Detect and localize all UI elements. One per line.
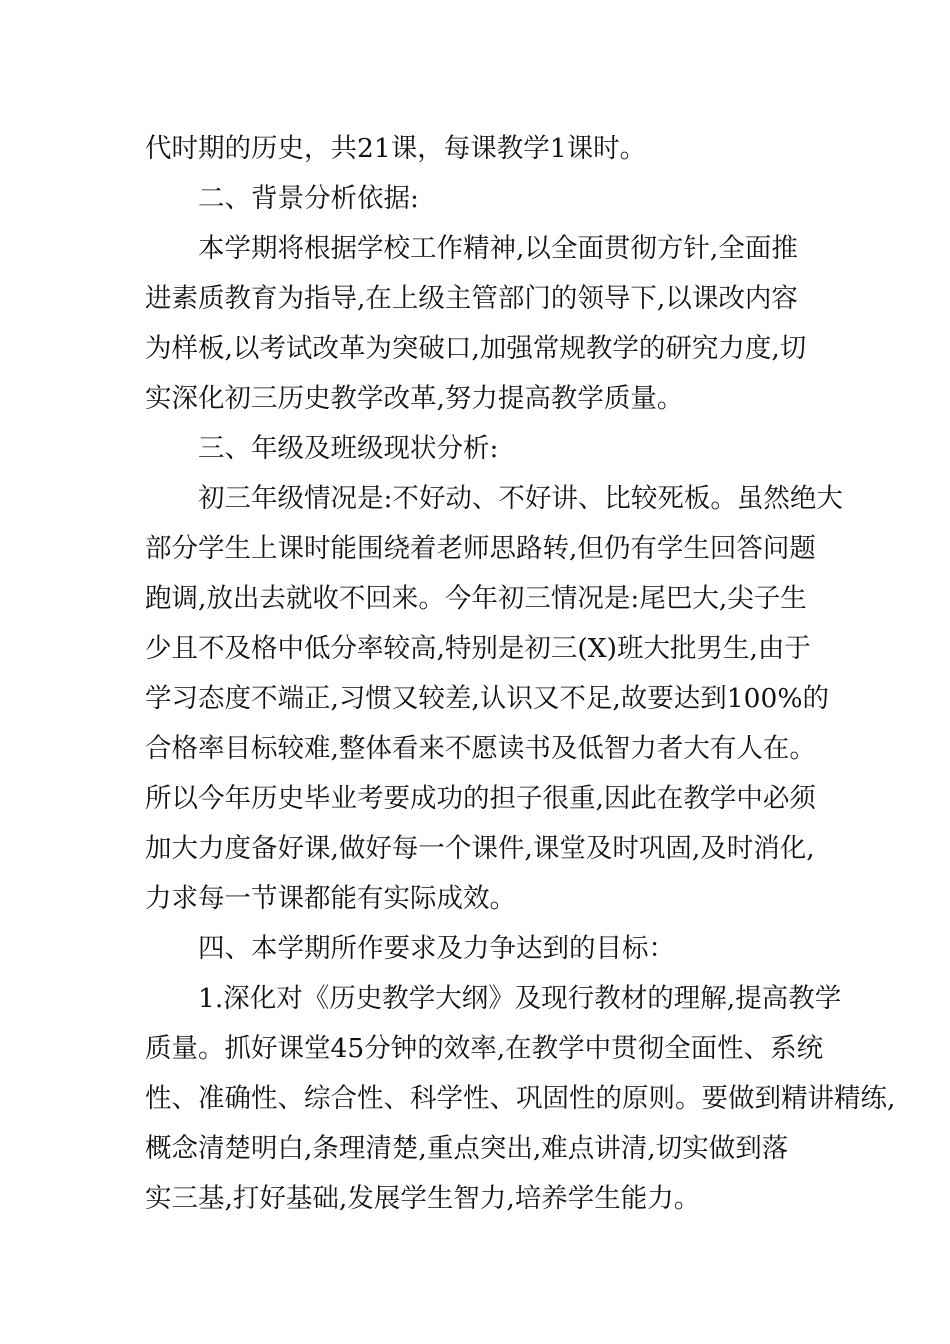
paragraph-line: 性、准确性、综合性、科学性、巩固性的原则。要做到精讲精练, — [145, 1083, 896, 1114]
paragraph-line: 加大力度备好课,做好每一个课件,课堂及时巩固,及时消化, — [145, 833, 815, 864]
document-body — [145, 124, 896, 1224]
paragraph-line: 合格率目标较难,整体看来不愿读书及低智力者大有人在。 — [145, 733, 816, 764]
paragraph-line: 概念清楚明白,条理清楚,重点突出,难点讲清,切实做到落 — [145, 1133, 789, 1164]
section-heading-status: 三、年级及班级现状分析: — [198, 433, 499, 464]
paragraph-line: 力求每一节课都能有实际成效。 — [145, 883, 516, 914]
paragraph-line: 学习态度不端正,习惯又较差,认识又不足,故要达到100%的 — [145, 683, 830, 714]
paragraph-line: 进素质教育为指导,在上级主管部门的领导下,以课改内容 — [145, 283, 798, 314]
paragraph-line: 部分学生上课时能围绕着老师思路转,但仍有学生回答问题 — [145, 533, 816, 564]
paragraph-line: 实深化初三历史教学改革,努力提高教学质量。 — [145, 383, 684, 414]
paragraph-line: 质量。抓好课堂45分钟的效率,在教学中贯彻全面性、系统 — [145, 1033, 824, 1064]
paragraph-line: 初三年级情况是:不好动、不好讲、比较死板。虽然绝大 — [198, 483, 843, 514]
paragraph-line: 代时期的历史，共21课，每课教学1课时。 — [145, 133, 647, 164]
paragraph-line: 跑调,放出去就收不回来。今年初三情况是:尾巴大,尖子生 — [145, 583, 807, 614]
section-heading-background: 二、背景分析依据: — [198, 183, 419, 214]
paragraph-line: 本学期将根据学校工作精神,以全面贯彻方针,全面推 — [198, 233, 798, 264]
paragraph-line: 为样板,以考试改革为突破口,加强常规教学的研究力度,切 — [145, 333, 807, 364]
section-heading-goals: 四、本学期所作要求及力争达到的目标： — [198, 933, 675, 964]
paragraph-line: 实三基,打好基础,发展学生智力,培养学生能力。 — [145, 1183, 701, 1214]
paragraph-line: 所以今年历史毕业考要成功的担子很重,因此在教学中必须 — [145, 783, 816, 814]
paragraph-line: 少且不及格中低分率较高,特别是初三(X)班大批男生,由于 — [145, 633, 811, 664]
paragraph-line: 1.深化对《历史教学大纲》及现行教材的理解,提高教学 — [198, 983, 842, 1014]
